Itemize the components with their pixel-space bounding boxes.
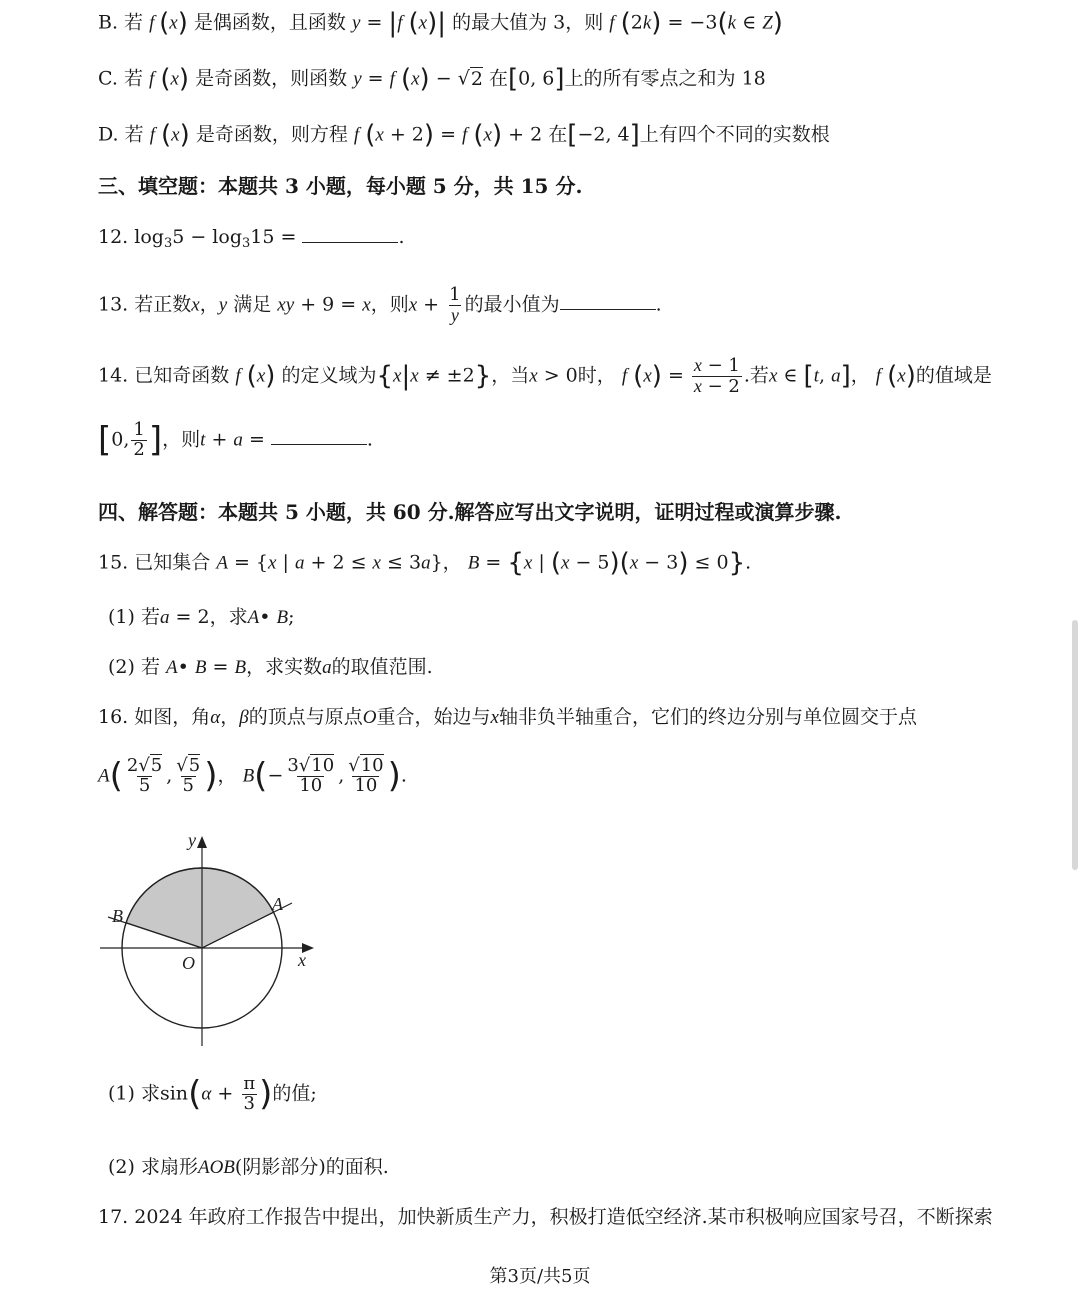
answer-blank-12[interactable] [302, 224, 398, 243]
label-x: x [298, 950, 306, 970]
option-c-text3: 上的所有零点之和为 18 [564, 67, 766, 90]
question-16-part1-text2: 的值; [272, 1082, 317, 1105]
shaded-sector-aob [126, 868, 274, 948]
question-13-text2: 满足 [233, 293, 272, 316]
question-15-part1-text3: ; [288, 606, 295, 628]
option-d-text3: 上有四个不同的实数根 [639, 123, 830, 146]
scrollbar[interactable] [1072, 620, 1078, 870]
question-14-text7: 的值域是 [915, 364, 992, 387]
question-14-text8: ，则 [162, 428, 201, 451]
question-15-text2: ， [442, 551, 462, 574]
fraction-sqrt10-over-10: $\frac{√10}{10}$ [348, 755, 384, 796]
question-15-text1: 已知集合 [134, 551, 211, 574]
answer-blank-13[interactable] [560, 291, 656, 310]
option-c-prefix: C. 若 [98, 67, 143, 90]
question-16-part2: (2) 求扇形AOB(阴影部分)的面积. [108, 1156, 389, 1178]
question-15-part1: (1) 若a = 2，求A• B; [108, 606, 295, 628]
fraction-sqrt5-over-5: $\frac{√5}{5}$ [176, 755, 201, 796]
option-c-text1: 是奇函数，则函数 [195, 67, 348, 90]
separator: ， [217, 764, 237, 787]
label-b: B [112, 906, 123, 926]
question-12: 12. $\log_35 - \log_315$ = . [98, 226, 405, 251]
fraction-x-1-over-x-2: $\frac{x - 1}{x - 2}$ [693, 355, 740, 397]
unit-circle-figure [96, 828, 326, 1053]
answer-blank-14[interactable] [271, 426, 367, 445]
option-d-prefix: D. 若 [98, 123, 144, 146]
option-c-text2: 在 [488, 67, 508, 90]
question-14-text5: .若 [743, 364, 769, 387]
question-14-text2: 的定义域为 [281, 364, 377, 387]
section-3-heading: 三、填空题：本题共 3 小题，每小题 5 分，共 15 分. [98, 174, 583, 198]
option-d-text2: 在 [548, 123, 568, 146]
question-14-number: 14. [98, 364, 129, 387]
question-17: 17. 2024 年政府工作报告中提出，加快新质生产力，积极打造低空经济.某市积极响应国家号召，不断探索 [98, 1206, 993, 1228]
question-15-part2-text3: 的取值范围. [331, 656, 433, 678]
option-b-text2: 的最大值为 3，则 [452, 11, 604, 34]
question-13-number: 13. [98, 293, 129, 316]
question-15-part2: (2) 若 A• B = B，求实数a的取值范围. [108, 656, 433, 678]
label-o: O [182, 953, 195, 973]
question-16-text4: 重合，始边与 [376, 706, 491, 728]
question-15-part1-text2: ，求 [209, 606, 248, 628]
fraction-1-over-2: $\frac{1}{2}$ [133, 419, 145, 460]
question-14-text6: ， [850, 364, 870, 387]
part-label: (2) [108, 656, 135, 678]
label-y: y [188, 830, 196, 850]
question-14-cont: [0, $\frac{1}{2}$ ]，则t + a = . [98, 419, 373, 460]
question-14: 14. 已知奇函数 f (x) 的定义域为{x|x ≠ ±2}，当x > 0时， f (x) = $\frac{x - 1}{x - 2}$ .若x ∈ [t, a]， f (x)的值域是 [98, 355, 992, 397]
question-16-points: A( $\frac{2√5}{5}$ , $\frac{√5}{5}$ )， B(− $\frac{3√10}{10}$ , $\frac{√10}{10}$ ). [98, 755, 407, 796]
question-15: 15. 已知集合 A = {x | a + 2 ≤ x ≤ 3a}， B = {x | (x − 5)(x − 3) ≤ 0}. [98, 548, 752, 578]
question-14-text1: 已知奇函数 [134, 364, 230, 387]
question-16-text2: ， [220, 706, 240, 728]
question-12-number: 12. [98, 226, 129, 248]
math-y: y [351, 12, 361, 34]
question-16-text1: 如图，角 [134, 706, 211, 728]
fraction-2sqrt5-over-5: $\frac{2√5}{5}$ [126, 755, 163, 796]
question-16-part1: (1) 求sin(α + $\frac{\pi}{3}$ )的值; [108, 1073, 317, 1114]
part-label: (2) [108, 1156, 135, 1178]
option-b: B. 若 f (x) 是偶函数，且函数 y = |f (x)| 的最大值为 3，则 f (2k) = −3(k ∈ Z) [98, 8, 783, 38]
question-13-text1: 若正数 [134, 293, 192, 316]
label-a: A [272, 894, 283, 914]
option-d-text1: 是奇函数，则方程 [195, 123, 348, 146]
section-4-heading: 四、解答题：本题共 5 小题，共 60 分.解答应写出文字说明，证明过程或演算步骤. [98, 500, 842, 524]
question-16-part1-text1: 求 [140, 1082, 160, 1105]
option-b-prefix: B. 若 [98, 11, 144, 34]
fraction-3sqrt10-over-10: $\frac{3√10}{10}$ [287, 755, 335, 796]
fraction-1-over-y: $\frac{1}{y}$ [449, 284, 461, 325]
option-d: D. 若 f (x) 是奇函数，则方程 f (x + 2) = f (x) + 2 在[−2, 4]上有四个不同的实数根 [98, 120, 830, 150]
question-15-part2-text1: 若 [140, 656, 160, 678]
question-16-part2-text2: (阴影部分)的面积. [234, 1156, 389, 1178]
question-13-text3: ，则 [370, 293, 409, 316]
question-14-text4: 时， [577, 364, 616, 387]
math-fx: f [149, 12, 160, 34]
option-c: C. 若 f (x) 是奇函数，则函数 y = f (x) − √2 在[0, 6]上的所有零点之和为 18 [98, 64, 766, 94]
question-14-text3: ，当 [491, 364, 530, 387]
page-footer: 第3页/共5页 [489, 1266, 591, 1287]
question-16-part2-text1: 求扇形 [140, 1156, 198, 1178]
question-13-text4: 的最小值为 [464, 293, 560, 316]
question-16-number: 16. [98, 706, 129, 728]
question-16: 16. 如图，角α，β的顶点与原点O重合，始边与x轴非负半轴重合，它们的终边分别与单位圆交于点 [98, 706, 917, 728]
question-15-part2-text2: ，求实数 [246, 656, 323, 678]
question-16-text5: 轴非负半轴重合，它们的终边分别与单位圆交于点 [498, 706, 917, 728]
question-16-text3: 的顶点与原点 [248, 706, 363, 728]
question-15-number: 15. [98, 551, 129, 574]
part-label: (1) [108, 606, 135, 628]
question-15-part1-text1: 若 [140, 606, 160, 628]
fraction-pi-over-3: $\frac{\pi}{3}$ [243, 1073, 256, 1114]
math-f2k: f [609, 12, 615, 34]
part-label: (1) [108, 1082, 135, 1105]
option-b-text1: 是偶函数，且函数 [193, 11, 346, 34]
question-13: 13. 若正数x，y 满足 xy + 9 = x，则x + $\frac{1}{y}$ 的最小值为 . [98, 284, 662, 325]
y-axis-arrow-icon [197, 836, 207, 848]
